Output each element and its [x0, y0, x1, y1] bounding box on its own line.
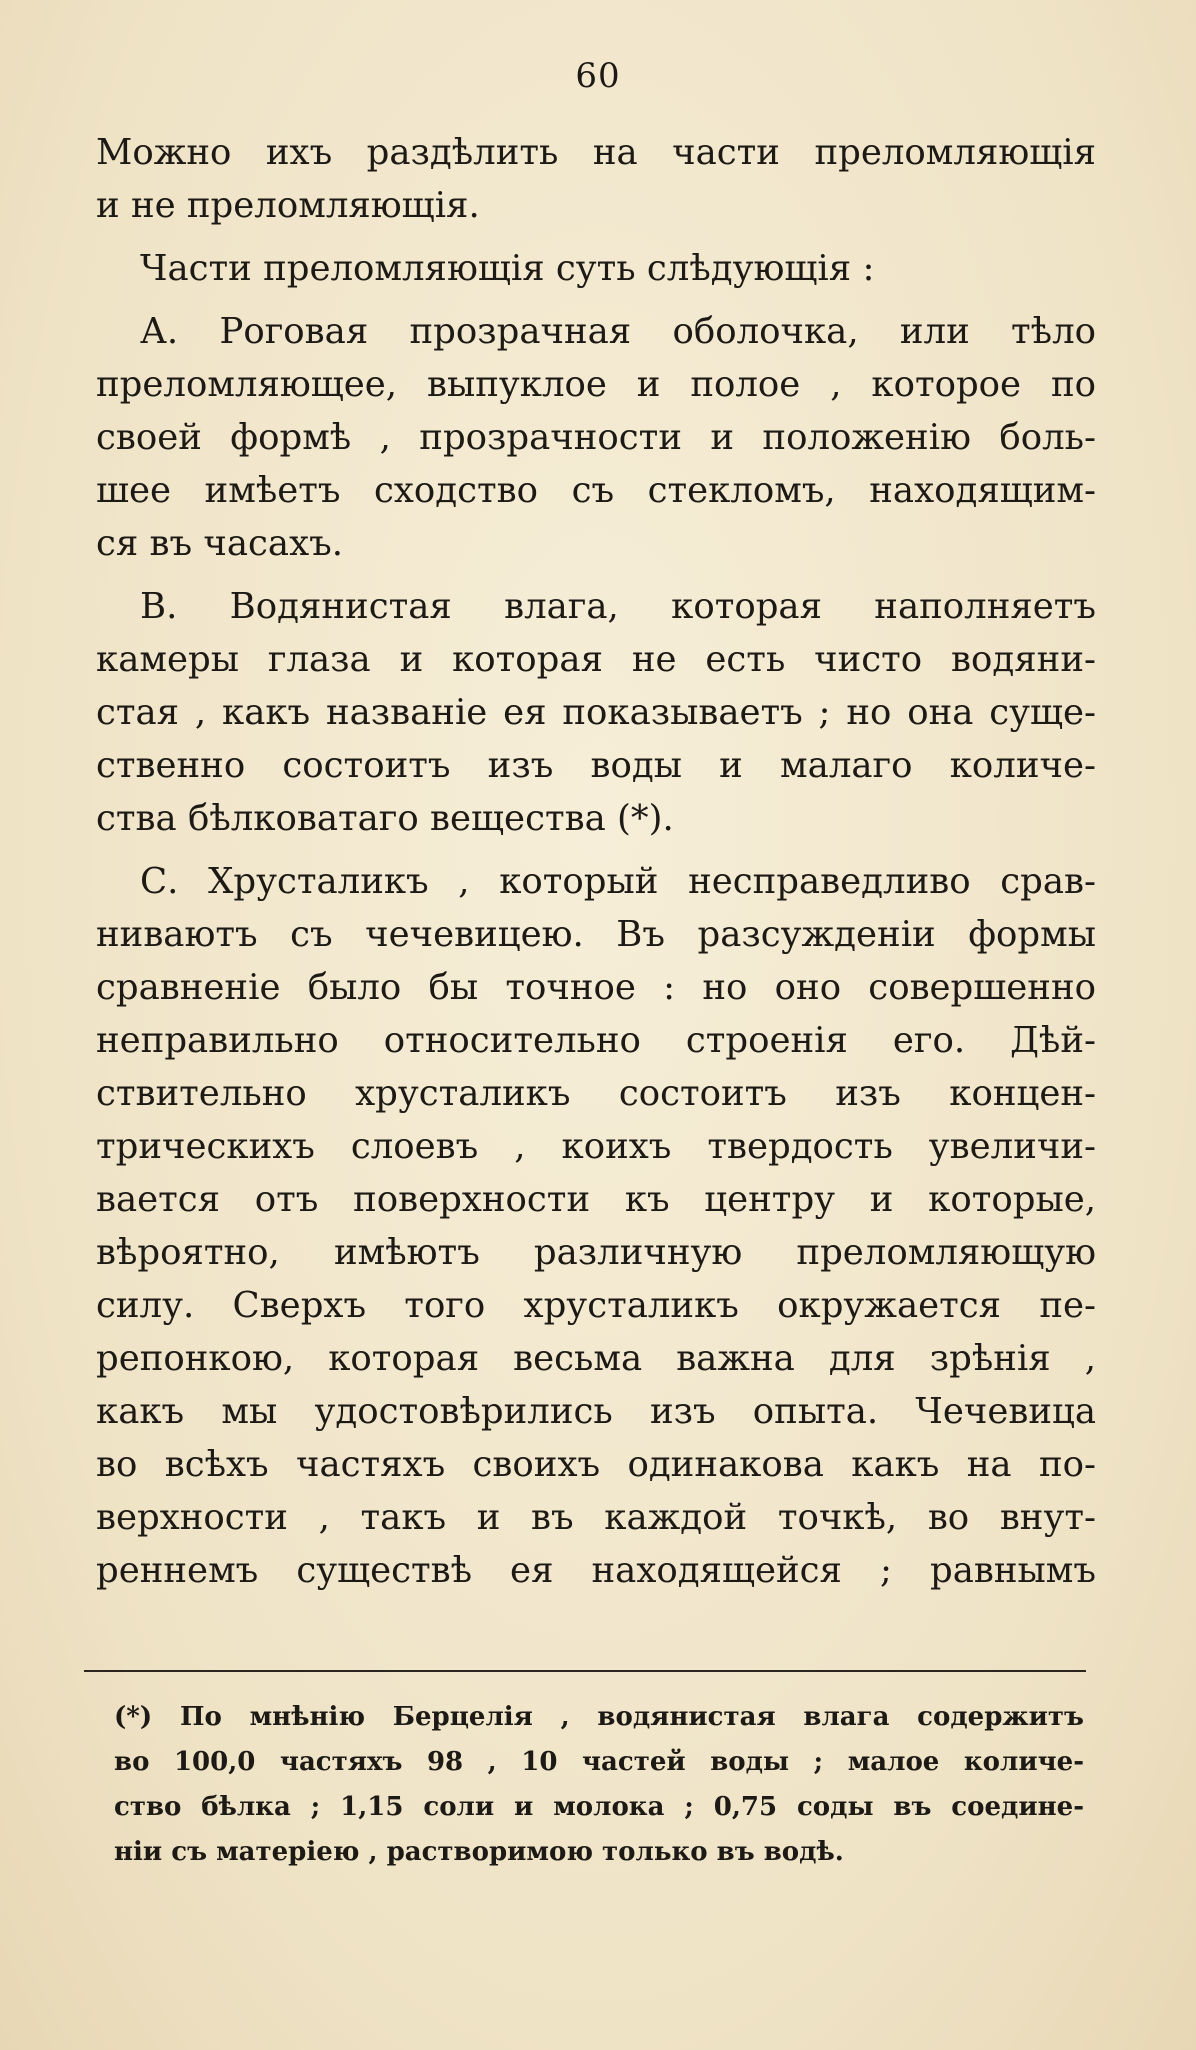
text-line: неправильно относительно строенія его. Дѣй-: [96, 1020, 1096, 1061]
footnote-divider: [84, 1670, 1086, 1672]
footnote-line: (*) По мнѣнію Берцелія , водянистая влага содержитъ: [114, 1702, 1084, 1732]
footnote-line: во 100,0 частяхъ 98 , 10 частей воды ; малое количе-: [114, 1747, 1084, 1777]
paragraph-aqueous-humor: [96, 580, 1096, 845]
text-line: вѣроятно, имѣютъ различную преломляющую: [96, 1232, 1096, 1273]
text-line: вается отъ поверхности къ центру и которые,: [96, 1179, 1096, 1220]
paragraph-parts-heading: [96, 242, 1096, 295]
paragraph-lens: [96, 855, 1096, 1597]
text-line: реннемъ существѣ ея находящейся ; равнымъ: [96, 1550, 1096, 1591]
footnote-line: ніи съ матеріею , растворимою только въ водѣ.: [114, 1837, 844, 1867]
text-line: во всѣхъ частяхъ своихъ одинакова какъ на по-: [96, 1444, 1096, 1485]
footnote: [114, 1695, 1084, 1875]
text-line: ниваютъ съ чечевицею. Въ разсужденіи формы: [96, 914, 1096, 955]
footnote-line: ство бѣлка ; 1,15 соли и молока ; 0,75 соды въ соедине-: [114, 1792, 1084, 1822]
paragraph-intro: [96, 126, 1096, 232]
text-line: преломляющее, выпуклое и полое , которое по: [96, 364, 1096, 405]
text-line: камеры глаза и которая не есть чисто водяни-: [96, 639, 1096, 680]
text-line: А. Роговая прозрачная оболочка, или тѣло: [140, 311, 1096, 352]
text-line: верхности , такъ и въ каждой точкѣ, во внут-: [96, 1497, 1096, 1538]
text-line: ся въ часахъ.: [96, 523, 343, 564]
text-line: своей формѣ , прозрачности и положенію боль-: [96, 417, 1096, 458]
text-line: сравненіе было бы точное : но оно совершенно: [96, 967, 1096, 1008]
text-line: ственно состоитъ изъ воды и малаго количе-: [96, 745, 1096, 786]
text-line: какъ мы удостовѣрились изъ опыта. Чечевица: [96, 1391, 1096, 1432]
text-line: Можно ихъ раздѣлить на части преломляющія: [96, 132, 1096, 173]
text-line: трическихъ слоевъ , коихъ твердость увеличи-: [96, 1126, 1096, 1167]
text-line: ствительно хрусталикъ состоитъ изъ концен-: [96, 1073, 1096, 1114]
text-line: репонкою, которая весьма важна для зрѣнія ,: [96, 1338, 1096, 1379]
text-line: шее имѣетъ сходство съ стекломъ, находящим-: [96, 470, 1096, 511]
main-text: [96, 126, 1096, 1607]
text-line: и не преломляющія.: [96, 185, 480, 226]
page-number: 60: [575, 56, 621, 96]
text-line: ства бѣлковатаго вещества (*).: [96, 798, 674, 839]
text-line: стая , какъ названіе ея показываетъ ; но она суще-: [96, 692, 1096, 733]
text-line: силу. Сверхъ того хрусталикъ окружается пе-: [96, 1285, 1096, 1326]
paragraph-cornea: [96, 305, 1096, 570]
text-line: Части преломляющія суть слѣдующія :: [140, 248, 875, 289]
text-line: В. Водянистая влага, которая наполняетъ: [140, 586, 1096, 627]
text-line: С. Хрусталикъ , который несправедливо срав-: [140, 861, 1096, 902]
